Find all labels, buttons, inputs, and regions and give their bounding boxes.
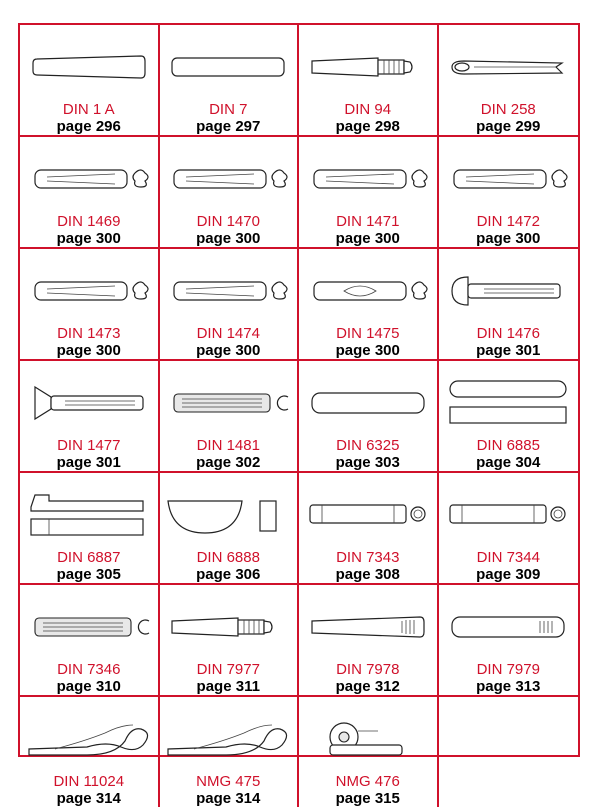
page-reference: page 300: [56, 230, 121, 247]
part-code: DIN 7978: [336, 661, 400, 678]
part-code: DIN 1477: [57, 437, 121, 454]
spring-pin-icon: [25, 599, 153, 659]
coiled-spring-pin-icon: [444, 487, 572, 547]
catalog-cell: [20, 137, 160, 249]
gib-head-key-icon: [25, 487, 153, 547]
grooved-pin-icon: [444, 151, 572, 211]
part-code: DIN 7: [209, 101, 248, 118]
page-reference: page 296: [56, 118, 121, 135]
page-reference: page 313: [476, 678, 541, 695]
catalog-cell: [299, 137, 439, 249]
part-code: DIN 7344: [476, 549, 540, 566]
taper-pin-icon: [25, 39, 153, 99]
page-reference: page 301: [56, 454, 121, 471]
page-reference: page 305: [56, 566, 121, 583]
catalog-cell: [299, 361, 439, 473]
catalog-cell: [20, 473, 160, 585]
part-code: DIN 1472: [476, 213, 540, 230]
woodruff-key-icon: [164, 487, 292, 547]
empty-cell: [439, 697, 579, 807]
catalog-cell: [160, 697, 300, 807]
page-reference: page 314: [196, 790, 261, 807]
part-code: DIN 6885: [476, 437, 540, 454]
catalog-grid: [18, 23, 580, 807]
page-reference: page 315: [335, 790, 400, 807]
part-code: DIN 1473: [57, 325, 121, 342]
catalog-cell: [160, 585, 300, 697]
catalog-cell: [160, 361, 300, 473]
page-reference: page 312: [335, 678, 400, 695]
catalog-cell: [439, 361, 579, 473]
part-code: DIN 7977: [196, 661, 260, 678]
part-code: DIN 1471: [336, 213, 400, 230]
page-reference: page 303: [335, 454, 400, 471]
internal-thread-taper-pin-icon: [304, 599, 432, 659]
part-code: DIN 1475: [336, 325, 400, 342]
center-grooved-pin-icon: [304, 263, 432, 323]
part-code: DIN 6325: [336, 437, 400, 454]
catalog-cell: [299, 25, 439, 137]
part-code: DIN 7343: [336, 549, 400, 566]
catalog-cell: [20, 361, 160, 473]
catalog-cell: [439, 25, 579, 137]
parallel-pin-icon: [164, 39, 292, 99]
catalog-cell: [160, 25, 300, 137]
part-code: DIN 1469: [57, 213, 121, 230]
catalog-cell: [439, 473, 579, 585]
part-code: DIN 1481: [196, 437, 260, 454]
part-code: DIN 94: [344, 101, 392, 118]
page-reference: page 314: [56, 790, 121, 807]
catalog-cell: [299, 585, 439, 697]
feather-key-icon: [444, 375, 572, 435]
part-code: DIN 1470: [196, 213, 260, 230]
page-reference: page 300: [335, 230, 400, 247]
catalog-cell: [20, 25, 160, 137]
part-code: DIN 1 A: [62, 101, 115, 118]
page-reference: page 309: [476, 566, 541, 583]
spring-cotter-icon: [25, 711, 153, 771]
spring-pin-icon: [164, 375, 292, 435]
page-reference: page 300: [56, 342, 121, 359]
part-code: DIN 6887: [57, 549, 121, 566]
page-reference: page 300: [196, 342, 261, 359]
page-reference: page 306: [196, 566, 261, 583]
lynch-pin-icon: [304, 711, 432, 771]
spring-cotter-icon: [164, 711, 292, 771]
part-code: DIN 1476: [476, 325, 540, 342]
threaded-taper-pin-icon: [304, 39, 432, 99]
part-code: DIN 7979: [476, 661, 540, 678]
catalog-cell: [160, 137, 300, 249]
coiled-spring-pin-icon: [304, 487, 432, 547]
page-reference: page 311: [196, 678, 260, 695]
page-reference: page 297: [196, 118, 261, 135]
catalog-cell: [20, 585, 160, 697]
catalog-cell: [439, 249, 579, 361]
page-reference: page 302: [196, 454, 261, 471]
catalog-cell: [20, 697, 160, 807]
catalog-cell: [20, 249, 160, 361]
part-code: NMG 475: [196, 773, 261, 790]
grooved-pin-icon: [25, 263, 153, 323]
grooved-pin-icon: [304, 151, 432, 211]
page-reference: page 300: [476, 230, 541, 247]
part-code: DIN 7346: [57, 661, 121, 678]
round-head-grooved-pin-icon: [444, 263, 572, 323]
catalog-cell: [439, 137, 579, 249]
page-reference: page 299: [476, 118, 541, 135]
part-code: DIN 1474: [196, 325, 260, 342]
part-code: NMG 476: [335, 773, 400, 790]
page-reference: page 310: [56, 678, 121, 695]
catalog-cell: [299, 697, 439, 807]
grooved-pin-icon: [25, 151, 153, 211]
catalog-cell: [299, 249, 439, 361]
catalog-cell: [160, 473, 300, 585]
catalog-cell: [439, 585, 579, 697]
part-code: DIN 258: [480, 101, 536, 118]
threaded-taper-pin-icon: [164, 599, 292, 659]
catalog-cell: [160, 249, 300, 361]
page-reference: page 301: [476, 342, 541, 359]
grooved-pin-icon: [164, 151, 292, 211]
part-code: DIN 6888: [196, 549, 260, 566]
page-reference: page 304: [476, 454, 541, 471]
page-reference: page 298: [335, 118, 400, 135]
page-reference: page 300: [335, 342, 400, 359]
grooved-pin-icon: [164, 263, 292, 323]
split-pin-icon: [444, 39, 572, 99]
catalog-cell: [299, 473, 439, 585]
countersunk-grooved-pin-icon: [25, 375, 153, 435]
dowel-pin-icon: [304, 375, 432, 435]
page-reference: page 300: [196, 230, 261, 247]
internal-thread-dowel-pin-icon: [444, 599, 572, 659]
part-code: DIN 11024: [53, 773, 125, 790]
page-reference: page 308: [335, 566, 400, 583]
